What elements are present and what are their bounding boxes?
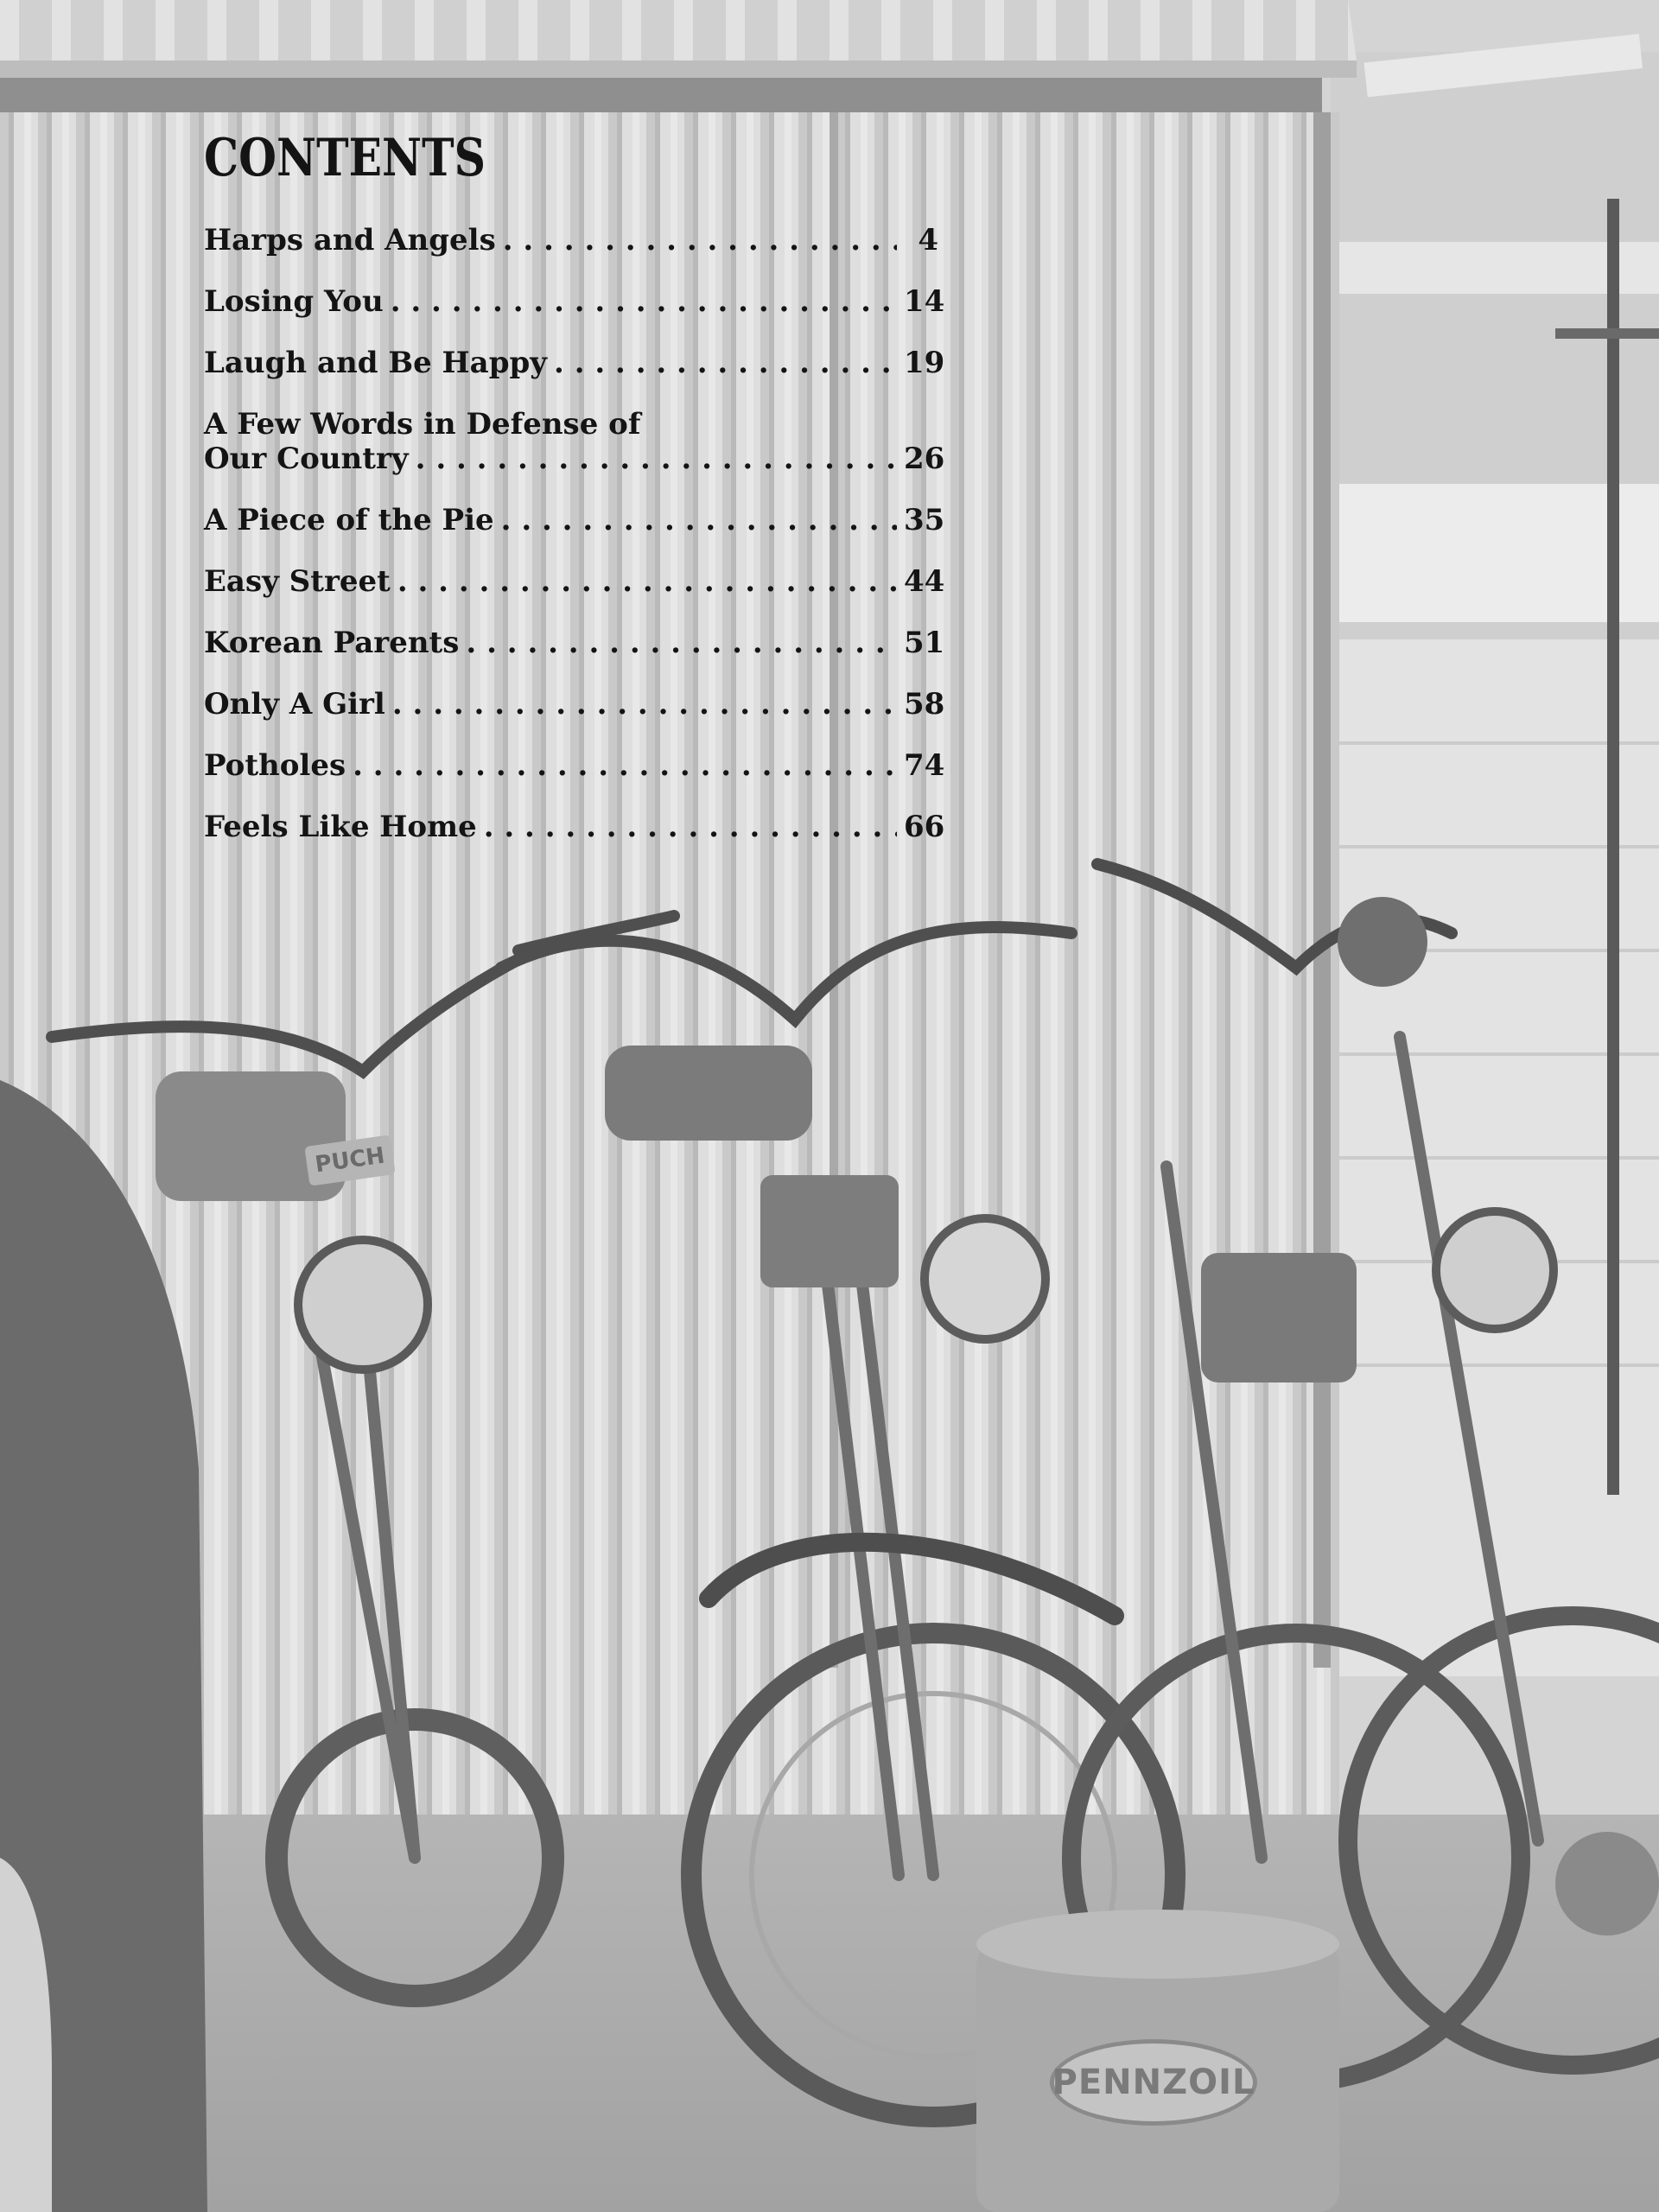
dot-leader xyxy=(484,810,897,844)
toc-entry[interactable] xyxy=(204,626,945,660)
toc-entry-title-line1: A Few Words in Defense of xyxy=(204,407,641,442)
toc-entry-title: Potholes xyxy=(204,748,346,783)
toc-entry-title: Our Country xyxy=(204,442,409,476)
toc-entry-page: 44 xyxy=(904,564,945,599)
toc-entry[interactable] xyxy=(204,346,945,380)
toc-entry-page: 35 xyxy=(904,503,945,537)
dot-leader xyxy=(391,284,897,319)
toc-entry-title: A Piece of the Pie xyxy=(204,503,494,537)
toc-entry-page: 4 xyxy=(918,223,938,257)
toc-list xyxy=(204,223,945,844)
bike-badge: PUCH xyxy=(304,1135,395,1185)
toc-entry-title: Harps and Angels xyxy=(204,223,496,257)
toc-entry[interactable] xyxy=(204,223,938,257)
toc-entry-page: 26 xyxy=(904,442,945,476)
toc-entry[interactable] xyxy=(204,748,945,783)
toc-entry[interactable] xyxy=(204,503,945,537)
dot-leader xyxy=(416,442,897,476)
toc-entry-title: Only A Girl xyxy=(204,687,385,721)
dot-leader xyxy=(397,564,897,599)
dot-leader xyxy=(392,687,897,721)
toc-entry[interactable] xyxy=(204,407,945,476)
toc-entry-title: Korean Parents xyxy=(204,626,460,660)
dot-leader xyxy=(503,223,897,257)
toc-entry-page: 51 xyxy=(904,626,945,660)
toc-entry[interactable] xyxy=(204,687,945,721)
dot-leader xyxy=(554,346,897,380)
oil-can-logo: PENNZOIL xyxy=(1050,2039,1257,2126)
toc-entry[interactable] xyxy=(204,810,945,844)
page-title: CONTENTS xyxy=(204,128,486,188)
dot-leader xyxy=(501,503,897,537)
table-of-contents xyxy=(204,128,945,871)
toc-entry-title: Feels Like Home xyxy=(204,810,477,844)
toc-entry-page: 66 xyxy=(904,810,945,844)
toc-entry-page: 14 xyxy=(904,284,945,319)
toc-entry-page: 74 xyxy=(904,748,945,783)
toc-entry-title: Easy Street xyxy=(204,564,391,599)
background-building xyxy=(1331,52,1659,1676)
dot-leader xyxy=(466,626,897,660)
toc-entry-page: 19 xyxy=(904,346,945,380)
dot-leader xyxy=(353,748,897,783)
toc-entry-page: 58 xyxy=(904,687,945,721)
toc-entry-title: Losing You xyxy=(204,284,384,319)
toc-entry[interactable] xyxy=(204,564,945,599)
toc-entry-title: Laugh and Be Happy xyxy=(204,346,548,380)
toc-entry[interactable] xyxy=(204,284,945,319)
